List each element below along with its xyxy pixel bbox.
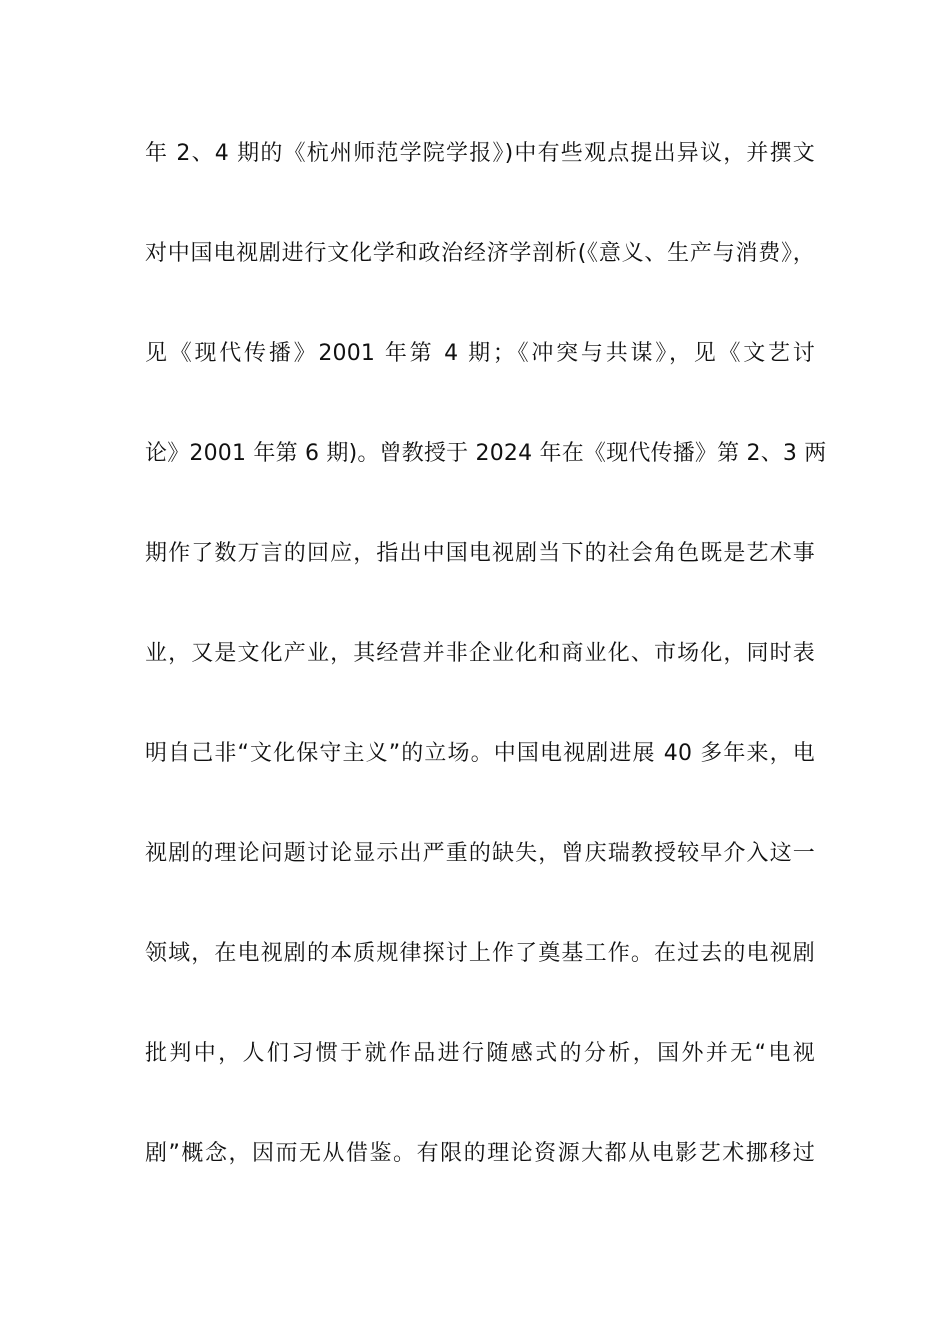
text-line-4: 论》2001 年第 6 期)。曾教授于 2024 年在《现代传播》第 2、3 两 (145, 441, 827, 466)
text-line-1: 年 2、4 期的《杭州师范学院学报》)中有些观点提出异议，并撰文 (145, 141, 815, 166)
text-line-10: 批判中，人们习惯于就作品进行随感式的分析，国外并无“电视 (145, 1041, 815, 1066)
text-line-6: 业，又是文化产业，其经营并非企业化和商业化、市场化，同时表 (145, 641, 815, 666)
text-line-8: 视剧的理论问题讨论显示出严重的缺失，曾庆瑞教授较早介入这一 (145, 841, 815, 866)
text-line-11: 剧”概念，因而无从借鉴。有限的理论资源大都从电影艺术挪移过 (145, 1141, 815, 1166)
text-line-7: 明自己非“文化保守主义”的立场。中国电视剧进展 40 多年来，电 (145, 741, 815, 766)
text-line-2: 对中国电视剧进行文化学和政治经济学剖析(《意义、生产与消费》， (145, 241, 815, 266)
text-line-3: 见《现代传播》2001 年第 4 期；《冲突与共谋》，见《文艺讨 (145, 341, 815, 366)
text-line-5: 期作了数万言的回应，指出中国电视剧当下的社会角色既是艺术事 (145, 541, 815, 566)
text-line-9: 领域，在电视剧的本质规律探讨上作了奠基工作。在过去的电视剧 (145, 941, 815, 966)
body-text (145, 134, 827, 1234)
